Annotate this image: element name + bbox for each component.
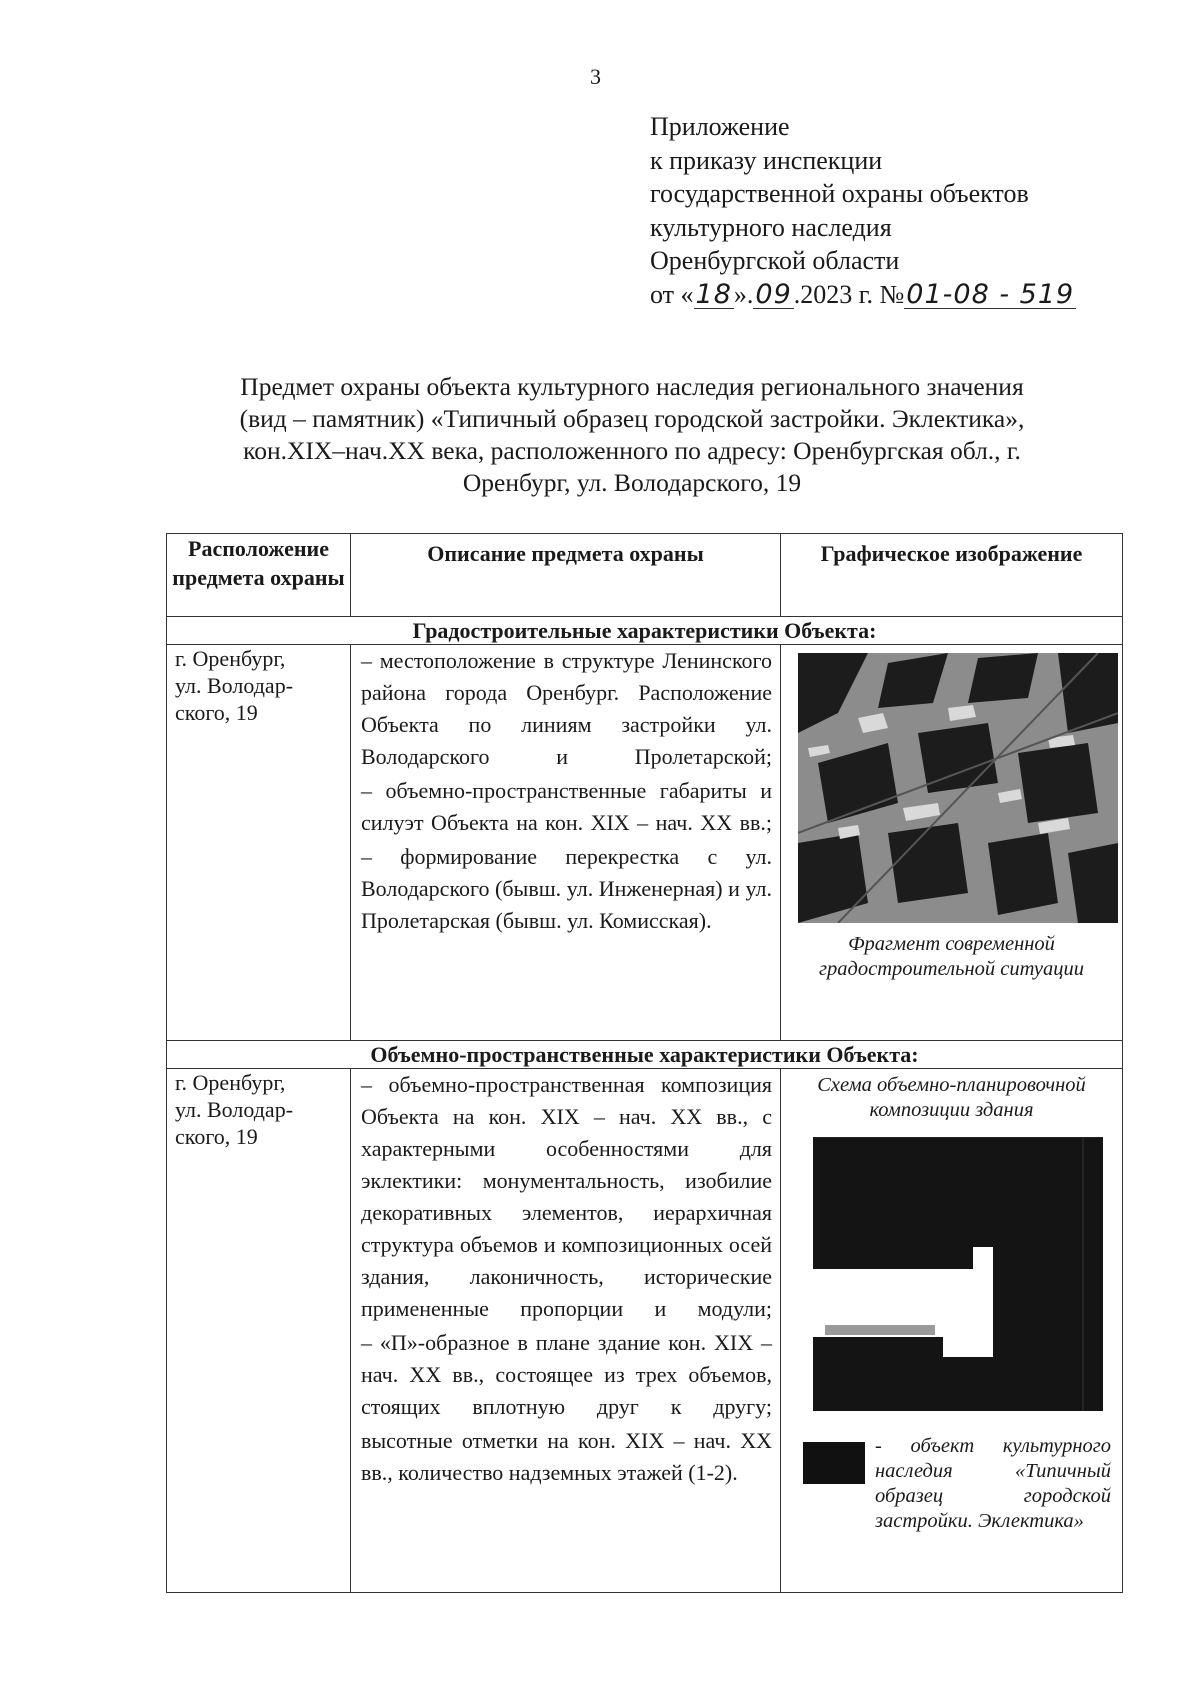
handwritten-day: 18 xyxy=(695,278,732,310)
scheme-caption xyxy=(781,1073,1122,1123)
legend-text xyxy=(875,1434,1111,1534)
description-item: – «П»-образное в плане здание кон. XIX – нач. XX вв., состоящее из трех объемов, стоящих вплотную друг к другу; xyxy=(361,1330,772,1419)
section-row xyxy=(167,1041,1123,1069)
location-line: ского, 19 xyxy=(175,700,258,725)
title-line: кон.XIX–нач.XX века, расположенного по адресу: Оренбургская обл., г. xyxy=(243,436,1021,465)
description-item: – объемно-пространственная композиция Объекта на кон. XIX – нач. XX вв., с характерными особенностями для эклектики: монументальность, изобилие декоративных элементов, иерархичная структура объемов и композиционных осей здания, лаконичность, исторические примененные пропорции и модули; xyxy=(361,1072,772,1321)
caption-line: Фрагмент современной xyxy=(848,933,1055,955)
location-line: г. Оренбург, xyxy=(175,1070,286,1095)
description-item: – местоположение в структуре Ленинского района города Оренбург. Расположение Объекта по линиям застройки ул. Володарского и Пролетарской; xyxy=(361,648,772,769)
document-title xyxy=(172,371,1092,499)
date-year: .2023 г. № xyxy=(793,279,905,309)
appendix-line: культурного наследия xyxy=(650,212,892,242)
scheme-legend xyxy=(781,1434,1122,1534)
building-scheme-image xyxy=(813,1137,1103,1411)
description-item: – объемно-пространственные габариты и силуэт Объекта на кон. XIX – нач. XX вв.; xyxy=(361,778,772,835)
table-row xyxy=(167,1069,1123,1593)
graphic-cell xyxy=(781,645,1123,1041)
description-cell xyxy=(351,1069,781,1593)
location-line: г. Оренбург, xyxy=(175,646,286,671)
appendix-line: государственной охраны объектов xyxy=(650,179,1029,208)
legend-swatch xyxy=(803,1442,865,1484)
location-line: ул. Володар- xyxy=(175,1097,294,1122)
caption-line: Схема объемно-планировочной xyxy=(817,1074,1086,1096)
appendix-line: к приказу инспекции xyxy=(650,145,883,175)
description-cell xyxy=(351,645,781,1041)
map-caption xyxy=(781,932,1122,982)
appendix-line: Оренбургской области xyxy=(650,246,900,275)
date-separator: ». xyxy=(733,279,754,309)
appendix-line: Приложение xyxy=(650,112,790,141)
description-item: – формирование перекрестка с ул. Володарского (бывш. ул. Инженерная) и ул. Пролетарская (бывш. ул. Комисская). xyxy=(361,844,772,933)
handwritten-month: 09 xyxy=(755,278,792,310)
location-line: ского, 19 xyxy=(175,1124,258,1149)
legend-label: - объект культурного наследия «Типичный образец городской застройки. Эклектика» xyxy=(875,1435,1111,1532)
table-row xyxy=(167,645,1123,1041)
section-title-volumetric: Объемно-пространственные характеристики Объекта: xyxy=(167,1041,1123,1069)
header-location: Расположение предмета охраны xyxy=(167,534,351,617)
date-prefix: от « xyxy=(650,279,694,309)
header-graphic: Графическое изображение xyxy=(781,534,1123,617)
location-line: ул. Володар- xyxy=(175,673,294,698)
table-header-row xyxy=(167,534,1123,617)
caption-line: композиции здания xyxy=(869,1099,1034,1121)
aerial-map-image xyxy=(798,653,1118,923)
handwritten-order-number: 01-08 - 519 xyxy=(906,278,1075,310)
caption-line: градостроительной ситуации xyxy=(819,958,1084,980)
protection-subject-table xyxy=(166,533,1123,1593)
location-cell xyxy=(167,1069,351,1593)
title-line: Предмет охраны объекта культурного наследия регионального значения xyxy=(240,372,1024,401)
section-row xyxy=(167,617,1123,645)
graphic-cell xyxy=(781,1069,1123,1593)
page-number: 3 xyxy=(590,64,601,89)
location-cell xyxy=(167,645,351,1041)
description-item: высотные отметки на кон. XIX – нач. XX вв., количество надземных этажей (1-2). xyxy=(361,1428,772,1485)
appendix-date-line xyxy=(650,278,1076,312)
header-description: Описание предмета охраны xyxy=(351,534,781,617)
title-line: Оренбург, ул. Володарского, 19 xyxy=(462,468,802,497)
section-title-urban: Градостроительные характеристики Объекта: xyxy=(167,617,1123,645)
title-line: (вид – памятник) «Типичный образец городской застройки. Эклектика», xyxy=(239,404,1025,433)
appendix-block xyxy=(650,110,1076,311)
